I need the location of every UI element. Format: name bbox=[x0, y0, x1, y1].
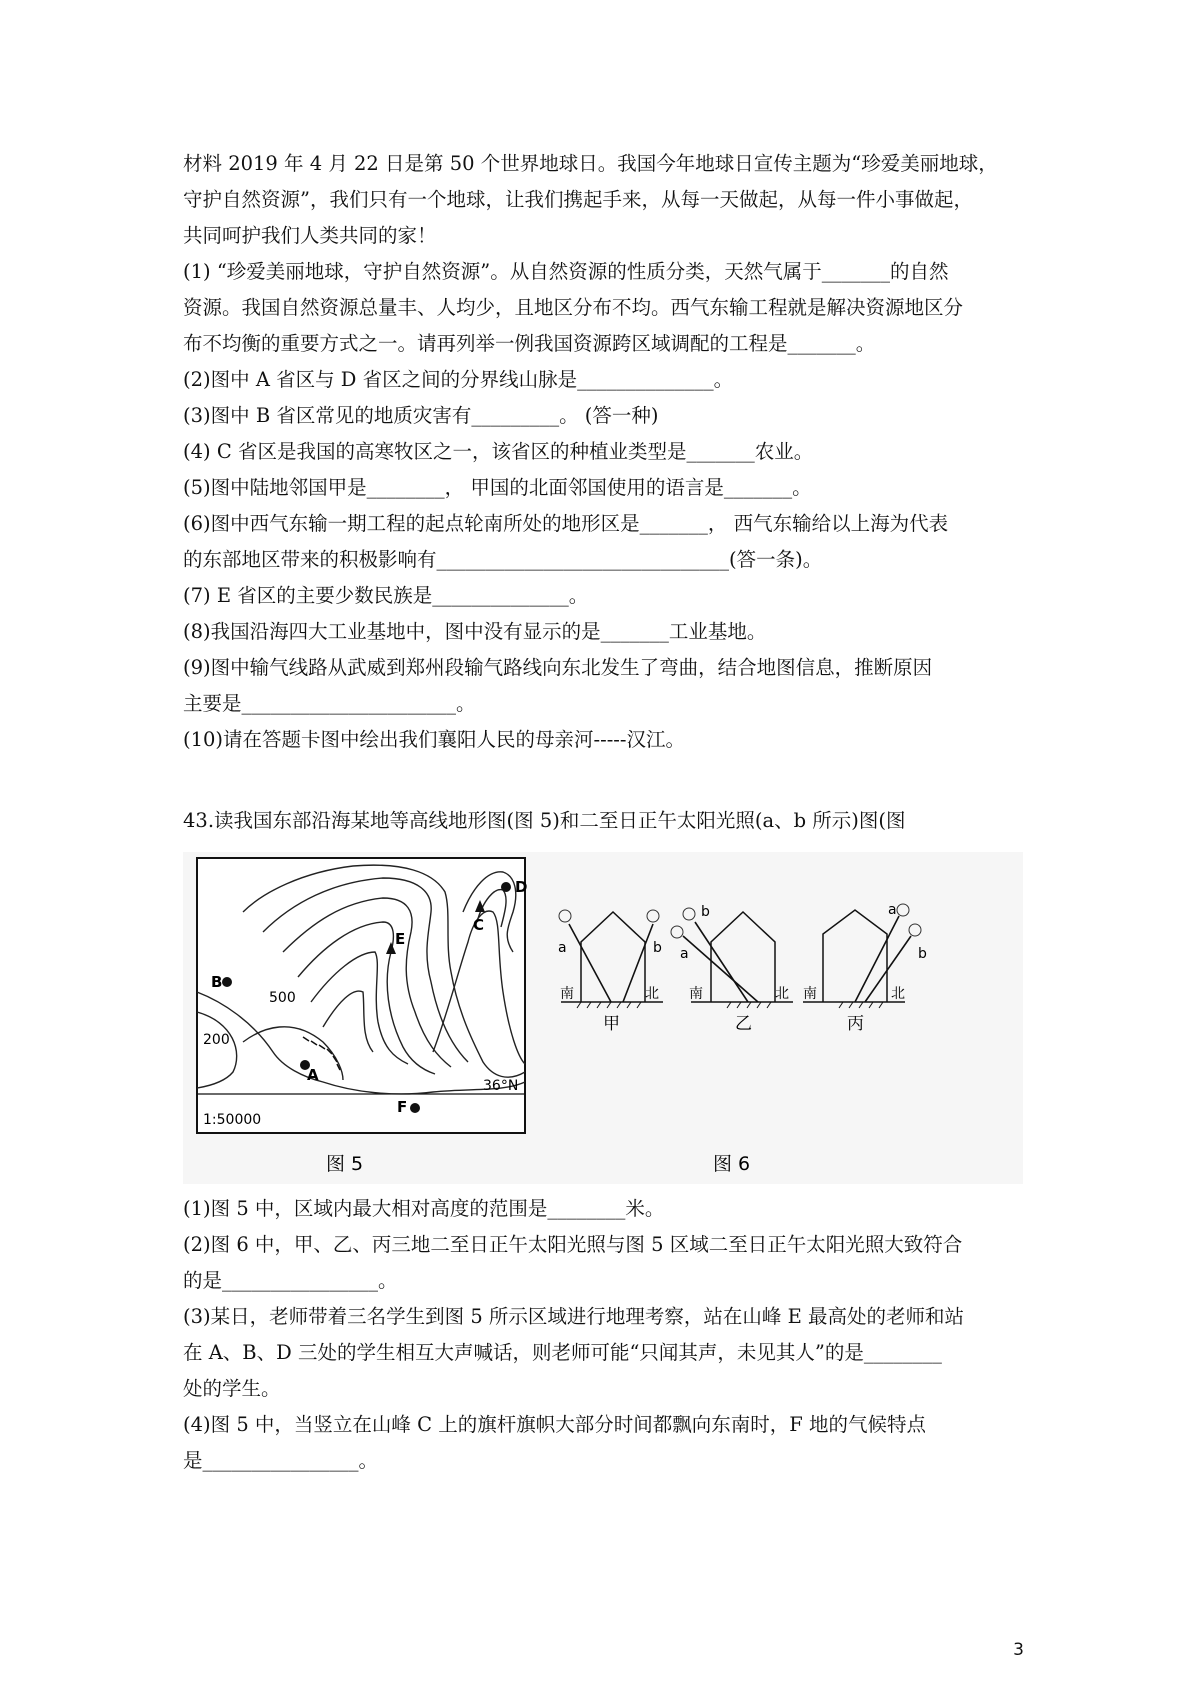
question-line: (4) C 省区是我国的高寒牧区之一，该省区的种植业类型是_______农业。 bbox=[183, 440, 814, 463]
question-43-intro bbox=[183, 803, 1023, 839]
page-number: 3 bbox=[1013, 1640, 1024, 1660]
question-line: (2)图中 A 省区与 D 省区之间的分界线山脉是______________。 bbox=[183, 368, 734, 391]
ray-b-label: b bbox=[918, 946, 927, 962]
figure-6-caption: 图 6 bbox=[713, 1153, 751, 1175]
question-line: (7) E 省区的主要少数民族是______________。 bbox=[183, 584, 589, 607]
text-line: 是________________。 bbox=[183, 1449, 379, 1472]
sun-icon bbox=[647, 910, 659, 922]
text-line: 资源。我国自然资源总量丰、人均少，且地区分布不均。西气东输工程就是解决资源地区分 bbox=[183, 296, 964, 319]
north-label: 北 bbox=[891, 986, 905, 1002]
label-f: F bbox=[397, 1098, 408, 1116]
figure-6 bbox=[558, 902, 927, 1175]
text-line: 主要是______________________。 bbox=[183, 692, 476, 715]
panel-name: 乙 bbox=[735, 1014, 752, 1034]
south-label: 南 bbox=[803, 986, 817, 1002]
question-line: (1) “珍爱美丽地球，守护自然资源”。从自然资源的性质分类，天然气属于_______的自然 bbox=[183, 260, 949, 283]
scale-label: 1:50000 bbox=[203, 1112, 262, 1128]
point-f bbox=[410, 1103, 420, 1113]
north-label: 北 bbox=[775, 986, 789, 1002]
south-label: 南 bbox=[560, 986, 574, 1002]
figure-5 bbox=[197, 858, 527, 1175]
question-line: (10)请在答题卡图中绘出我们襄阳人民的母亲河-----汉江。 bbox=[183, 728, 685, 751]
point-d bbox=[501, 882, 511, 892]
latitude-label: 36°N bbox=[483, 1078, 519, 1094]
question-line: (4)图 5 中，当竖立在山峰 C 上的旗杆旗帜大部分时间都飘向东南时，F 地的气候特点 bbox=[183, 1413, 926, 1436]
question-line: (1)图 5 中，区域内最大相对高度的范围是________米。 bbox=[183, 1197, 665, 1220]
text-line: 守护自然资源”，我们只有一个地球，让我们携起手来，从每一天做起，从每一件小事做起， bbox=[183, 188, 973, 211]
text-line: 的是________________。 bbox=[183, 1269, 398, 1292]
contour-map-figure bbox=[183, 852, 1023, 1184]
label-e: E bbox=[395, 930, 406, 948]
question-line: (8)我国沿海四大工业基地中，图中没有显示的是_______工业基地。 bbox=[183, 620, 767, 643]
panel-yi bbox=[671, 904, 793, 1034]
sun-icon bbox=[559, 910, 571, 922]
question-line: (9)图中输气线路从武威到郑州段输气路线向东北发生了弯曲，结合地图信息，推断原因 bbox=[183, 656, 933, 679]
point-b bbox=[222, 977, 232, 987]
figure-area bbox=[183, 852, 1023, 1184]
text-line: 共同呵护我们人类共同的家！ bbox=[183, 224, 437, 247]
ray-a-label: a bbox=[680, 946, 689, 962]
text-line: 材料 2019 年 4 月 22 日是第 50 个世界地球日。我国今年地球日宣传主题为“珍爱美丽地球， bbox=[183, 152, 998, 175]
text-line: 处的学生。 bbox=[183, 1377, 281, 1400]
ray-b-label: b bbox=[653, 940, 662, 956]
panel-name: 甲 bbox=[603, 1014, 620, 1034]
question-title: 43.读我国东部沿海某地等高线地形图(图 5)和二至日正午太阳光照(a、b 所示)图(图 bbox=[183, 809, 906, 832]
contour-label-200: 200 bbox=[203, 1032, 230, 1048]
question-line: (6)图中西气东输一期工程的起点轮南所处的地形区是_______， 西气东输给以上海为代表 bbox=[183, 512, 949, 535]
ray-a-label: a bbox=[558, 940, 567, 956]
panel-name: 丙 bbox=[847, 1014, 864, 1034]
question-43-items bbox=[183, 1191, 1023, 1479]
ray-b-label: b bbox=[701, 904, 710, 920]
label-c: C bbox=[473, 916, 485, 934]
contour-label-500: 500 bbox=[269, 990, 296, 1006]
ray-a-label: a bbox=[888, 902, 897, 918]
label-a: A bbox=[307, 1066, 319, 1084]
label-d: D bbox=[515, 878, 528, 896]
map-frame bbox=[197, 858, 528, 1133]
panel-jia bbox=[558, 910, 663, 1034]
text-line: 布不均衡的重要方式之一。请再列举一例我国资源跨区域调配的工程是_______。 bbox=[183, 332, 876, 355]
material-section bbox=[183, 146, 1023, 758]
label-b: B bbox=[211, 973, 223, 991]
question-line: (2)图 6 中，甲、乙、丙三地二至日正午太阳光照与图 5 区域二至日正午太阳光照大致符合 bbox=[183, 1233, 963, 1256]
sun-icon bbox=[683, 908, 695, 920]
question-line: (3)某日，老师带着三名学生到图 5 所示区域进行地理考察，站在山峰 E 最高处的老师和站 bbox=[183, 1305, 965, 1328]
question-line: (3)图中 B 省区常见的地质灾害有_________。 (答一种) bbox=[183, 404, 659, 427]
text-line: 的东部地区带来的积极影响有______________________________(答一条)。 bbox=[183, 548, 823, 571]
south-label: 南 bbox=[689, 986, 703, 1002]
sun-icon bbox=[671, 926, 683, 938]
text-line: 在 A、B、D 三处的学生相互大声喊话，则老师可能“只闻其声，未见其人”的是________ bbox=[183, 1341, 942, 1364]
question-line: (5)图中陆地邻国甲是________， 甲国的北面邻国使用的语言是_______。 bbox=[183, 476, 812, 499]
sun-icon bbox=[897, 904, 909, 916]
panel-bing bbox=[803, 902, 927, 1034]
figure-5-caption: 图 5 bbox=[326, 1153, 364, 1175]
sun-icon bbox=[909, 924, 921, 936]
north-label: 北 bbox=[645, 986, 659, 1002]
